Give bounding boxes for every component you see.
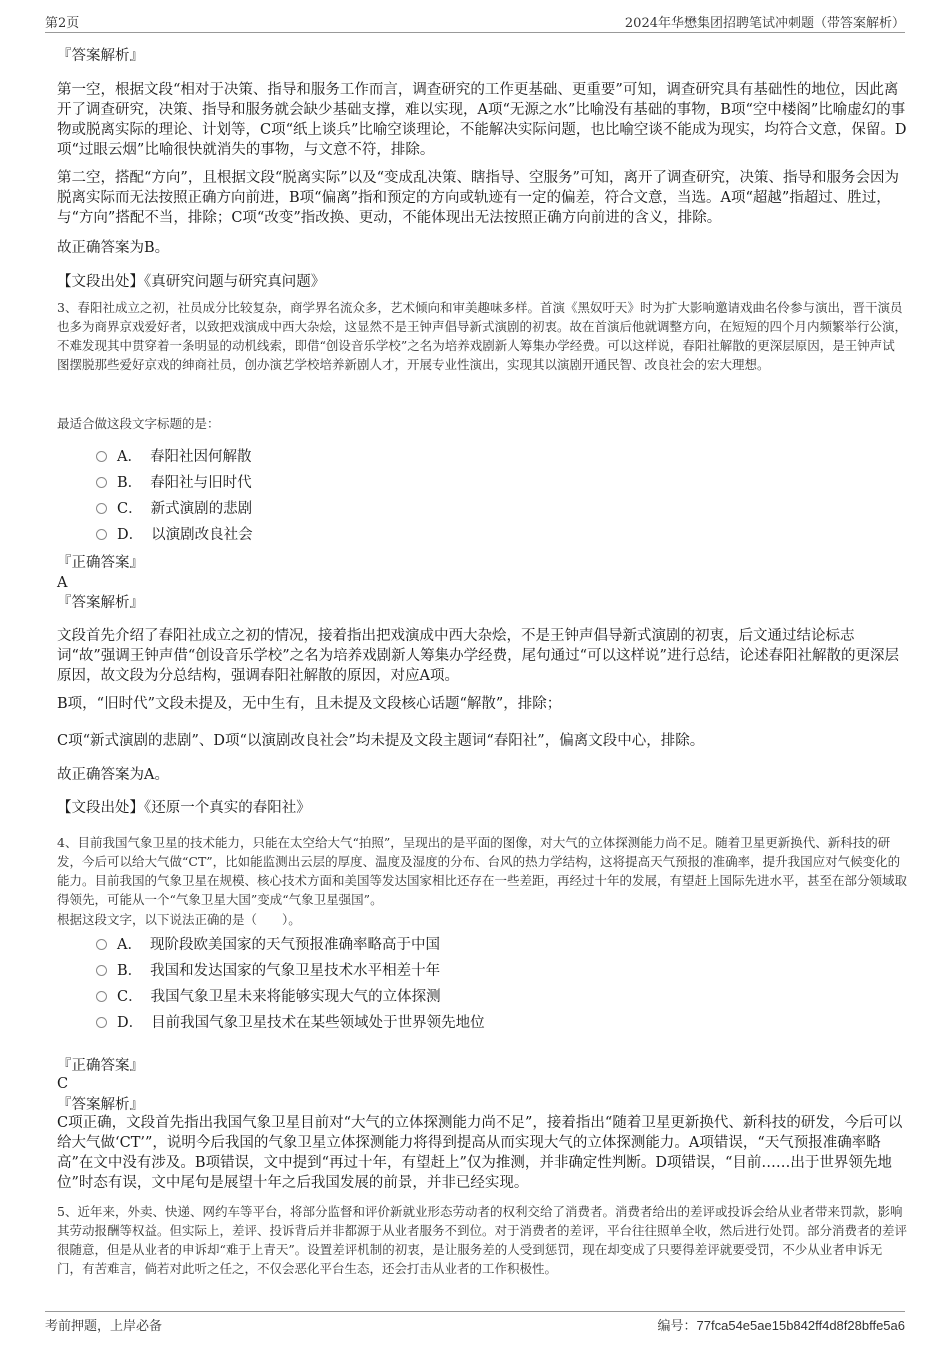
q3-explain-label: 『答案解析』 <box>57 595 144 611</box>
radio-icon[interactable] <box>96 503 107 514</box>
q4-stem: 4、目前我国气象卫星的技术能力，只能在太空给大气“拍照”，呈现出的是平面的图像，对大气的立体探测能力尚不足。随着卫星更新换代、新科技的研发，今后可以给大气做“CT”，比如能监测出云层的厚度、温度及湿度的分布、台风的热力学结构，这将提高天气预报的准确率，提升我国应对气候变化的能力。目前我国的气象卫星在规模、核心技术方面和美国等发达国家相比还存在一些差距，再经过十年的发展，有望赶上国际先进水平，甚至在部分领域取得领先，可能从一个“气象卫星大国”变成“气象卫星强国”。 <box>57 835 908 907</box>
q3-explain-p1: 文段首先介绍了春阳社成立之初的情况，接着指出把戏演成中西大杂烩，不是王钟声倡导新式演剧的初衷，后文通过结论标志词“故”强调王钟声借“创设音乐学校”之名为培养戏剧新人筹集办学经费，尾句通过“可以这样说”进行总结，论述春阳社解散的更深层原因，故文段为分总结构，强调春阳社解散的原因，对应A项。 <box>57 628 899 684</box>
q4-answer: C <box>57 1076 69 1092</box>
q3-conclusion: 故正确答案为A。 <box>57 767 169 783</box>
footer-slogan: 考前押题，上岸必备 <box>45 1319 163 1334</box>
q3-explain-p2: B项，“旧时代”文段未提及，无中生有，且未提及文段核心话题“解散”，排除； <box>57 696 562 712</box>
q3-question: 最适合做这段文字标题的是： <box>57 416 220 431</box>
radio-icon[interactable] <box>96 939 107 950</box>
radio-icon[interactable] <box>96 991 107 1002</box>
q4-option-b[interactable]: B． 我国和发达国家的气象卫星技术水平相差十年 <box>96 961 440 981</box>
q5-stem: 5、近年来，外卖、快递、网约车等平台，将部分监督和评价新就业形态劳动者的权利交给了消费者。消费者给出的差评或投诉会给从业者带来罚款，影响其劳动报酬等权益。但实际上，差评、投诉背后并非都源于从业者服务不到位。对于消费者的差评，平台往往照单全收，然后进行处罚。部分消费者的差评很随意，但是从业者的申诉却“难于上青天”。设置差评机制的初衷，是让服务差的人受到惩罚，现在却变成了只要得差评就要受罚，不少从业者申诉无门，有苦难言，倘若对此听之任之，不仅会恶化平台生态，还会打击从业者的工作积极性。 <box>57 1204 908 1276</box>
q4-answer-label: 『正确答案』 <box>57 1058 144 1074</box>
q3-source: 【文段出处】《还原一个真实的春阳社》 <box>57 800 311 816</box>
q2-explain-p1: 第一空，根据文段“相对于决策、指导和服务工作而言，调查研究的工作更基础、更重要”可知，调查研究具有基础性的地位，因此离开了调查研究，决策、指导和服务就会缺少基础支撑，难以实现，A项“无源之水”比喻没有基础的事物，B项“空中楼阁”比喻虚幻的事物或脱离实际的理论、计划等，C项“纸上谈兵”比喻空谈理论，不能解决实际问题，也比喻空谈不能成为现实，均符合文意，保留。D项“过眼云烟”比喻很快就消失的事物，与文意不符，排除。 <box>57 82 907 158</box>
page-header <box>45 8 905 33</box>
q3-option-d[interactable]: D． 以演剧改良社会 <box>96 525 253 545</box>
q4-explain-p1: C项正确，文段首先指出我国气象卫星目前对“大气的立体探测能力尚不足”，接着指出“随着卫星更新换代、新科技的研发，今后可以给大气做‘CT’”，说明今后我国的气象卫星立体探测能力将得到提高从而实现大气的立体探测能力。A项错误，“天气预报准确率略高”在文中没有涉及。B项错误，文中提到“再过十年，有望赶上”仅为推测，并非确定性判断。D项错误，“目前……出于世界领先地位”时态有误，文中尾句是展望十年之后我国发展的前景，并非已经实现。 <box>57 1115 903 1191</box>
q4-option-c[interactable]: C． 我国气象卫星未来将能够实现大气的立体探测 <box>96 987 441 1007</box>
q3-option-c[interactable]: C． 新式演剧的悲剧 <box>96 499 252 519</box>
document-id: 编号：77fca54e5ae15b842ff4d8f28bffe5a6 <box>657 1318 905 1333</box>
page-number: 第2页 <box>45 16 80 31</box>
radio-icon[interactable] <box>96 529 107 540</box>
q4-question: 根据这段文字，以下说法正确的是（ ）。 <box>57 912 301 927</box>
radio-icon[interactable] <box>96 451 107 462</box>
page-footer <box>45 1311 905 1336</box>
q4-option-a[interactable]: A． 现阶段欧美国家的天气预报准确率略高于中国 <box>96 935 440 955</box>
q2-conclusion: 故正确答案为B。 <box>57 240 170 256</box>
q2-explain-label: 『答案解析』 <box>57 48 144 64</box>
radio-icon[interactable] <box>96 965 107 976</box>
q3-answer-label: 『正确答案』 <box>57 555 144 571</box>
radio-icon[interactable] <box>96 477 107 488</box>
q4-explain-label: 『答案解析』 <box>57 1097 144 1113</box>
q4-option-d[interactable]: D． 目前我国气象卫星技术在某些领域处于世界领先地位 <box>96 1013 485 1033</box>
radio-icon[interactable] <box>96 1017 107 1028</box>
q2-explain-p2: 第二空，搭配“方向”，且根据文段“脱离实际”以及“变成乱决策、瞎指导、空服务”可知，离开了调查研究，决策、指导和服务会因为脱离实际而无法按照正确方向前进，B项“偏离”指和预定的方向或轨迹有一定的偏差，符合文意，当选。A项“超越”指超过、胜过，与“方向”搭配不当，排除；C项“改变”指改换、更动，不能体现出无法按照正确方向前进的含义，排除。 <box>57 170 899 226</box>
q3-option-a[interactable]: A． 春阳社因何解散 <box>96 447 251 467</box>
q3-explain-p3: C项“新式演剧的悲剧”、D项“以演剧改良社会”均未提及文段主题词“春阳社”，偏离文段中心，排除。 <box>57 733 705 749</box>
q3-stem: 3、春阳社成立之初，社员成分比较复杂，商学界名流众多，艺术倾向和审美趣味多样。首演《黑奴吁天》时为扩大影响邀请戏曲名伶参与演出，晋干演员也多为商界京戏爱好者，以致把戏演成中西大杂烩，这显然不是王钟声倡导新式演剧的初衷。故在首演后他就调整方向，在短短的四个月内频繁举行公演，不难发现其中贯穿着一条明显的动机线索，即借“创设音乐学校”之名为培养戏剧新人筹集办学经费。可以这样说，春阳社解散的更深层原因，是王钟声试图摆脱那些爱好京戏的绅商社员，创办演艺学校培养新剧人才，开展专业性演出，实现其以演剧开通民智、改良社会的宏大理想。 <box>57 300 908 372</box>
document-title: 2024年华懋集团招聘笔试冲刺题（带答案解析） <box>624 16 905 31</box>
q3-answer: A <box>57 575 68 591</box>
q2-source: 【文段出处】《真研究问题与研究真问题》 <box>57 274 326 290</box>
q3-option-b[interactable]: B． 春阳社与旧时代 <box>96 473 252 493</box>
